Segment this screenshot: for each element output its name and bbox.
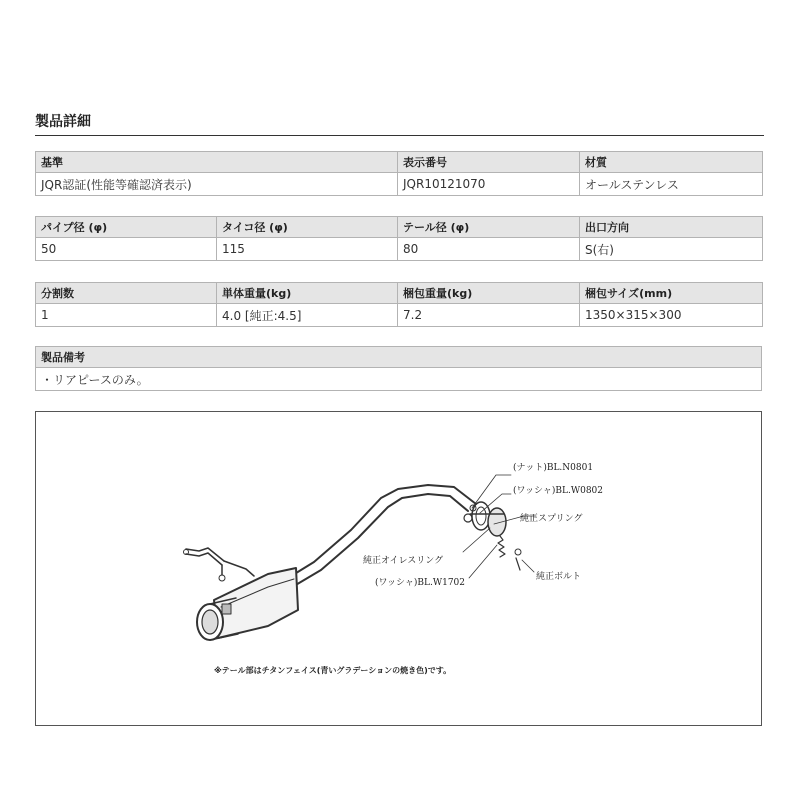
spec-table-3 — [35, 282, 763, 327]
remarks-table — [35, 346, 762, 391]
exhaust-diagram — [35, 411, 762, 726]
title-divider — [35, 135, 764, 136]
header-material: 材質 — [580, 152, 763, 173]
spec-table-2 — [35, 216, 763, 261]
label-bolt: 純正ボルト — [536, 572, 582, 582]
header-package-weight: 梱包重量(kg) — [398, 283, 580, 304]
exhaust-illustration — [36, 412, 761, 725]
tail-finish-note: ※テール部はチタンフェイス(青いグラデーションの焼き色)です。 — [214, 666, 452, 675]
value-split-count: 1 — [36, 304, 217, 327]
header-silencer-diameter: タイコ径 (φ) — [217, 217, 398, 238]
label-washer-w1702: (ワッシャ)BL.W1702 — [375, 578, 465, 588]
value-silencer-diameter: 115 — [217, 238, 398, 261]
header-exit-direction: 出口方向 — [580, 217, 763, 238]
label-nut: (ナット)BL.N0801 — [513, 463, 594, 473]
value-tail-diameter: 80 — [398, 238, 580, 261]
header-pipe-diameter: パイプ径 (φ) — [36, 217, 217, 238]
label-spring: 純正スプリング — [520, 514, 583, 524]
value-package-weight: 7.2 — [398, 304, 580, 327]
value-unit-weight: 4.0 [純正:4.5] — [217, 304, 398, 327]
header-tail-diameter: テール径 (φ) — [398, 217, 580, 238]
spec-table-1 — [35, 151, 763, 196]
page-title: 製品詳細 — [35, 114, 91, 130]
header-package-size: 梱包サイズ(mm) — [580, 283, 763, 304]
header-split-count: 分割数 — [36, 283, 217, 304]
value-pipe-diameter: 50 — [36, 238, 217, 261]
value-material: オールステンレス — [580, 173, 763, 196]
header-remarks: 製品備考 — [36, 347, 762, 368]
label-oil-ring: 純正オイレスリング — [363, 556, 444, 566]
value-package-size: 1350×315×300 — [580, 304, 763, 327]
header-display-number: 表示番号 — [398, 152, 580, 173]
value-standard: JQR認証(性能等確認済表示) — [36, 173, 398, 196]
value-display-number: JQR10121070 — [398, 173, 580, 196]
value-exit-direction: S(右) — [580, 238, 763, 261]
label-washer-w0802: (ワッシャ)BL.W0802 — [513, 486, 603, 496]
header-standard: 基準 — [36, 152, 398, 173]
header-unit-weight: 単体重量(kg) — [217, 283, 398, 304]
value-remarks: ・リアピースのみ。 — [36, 368, 762, 391]
